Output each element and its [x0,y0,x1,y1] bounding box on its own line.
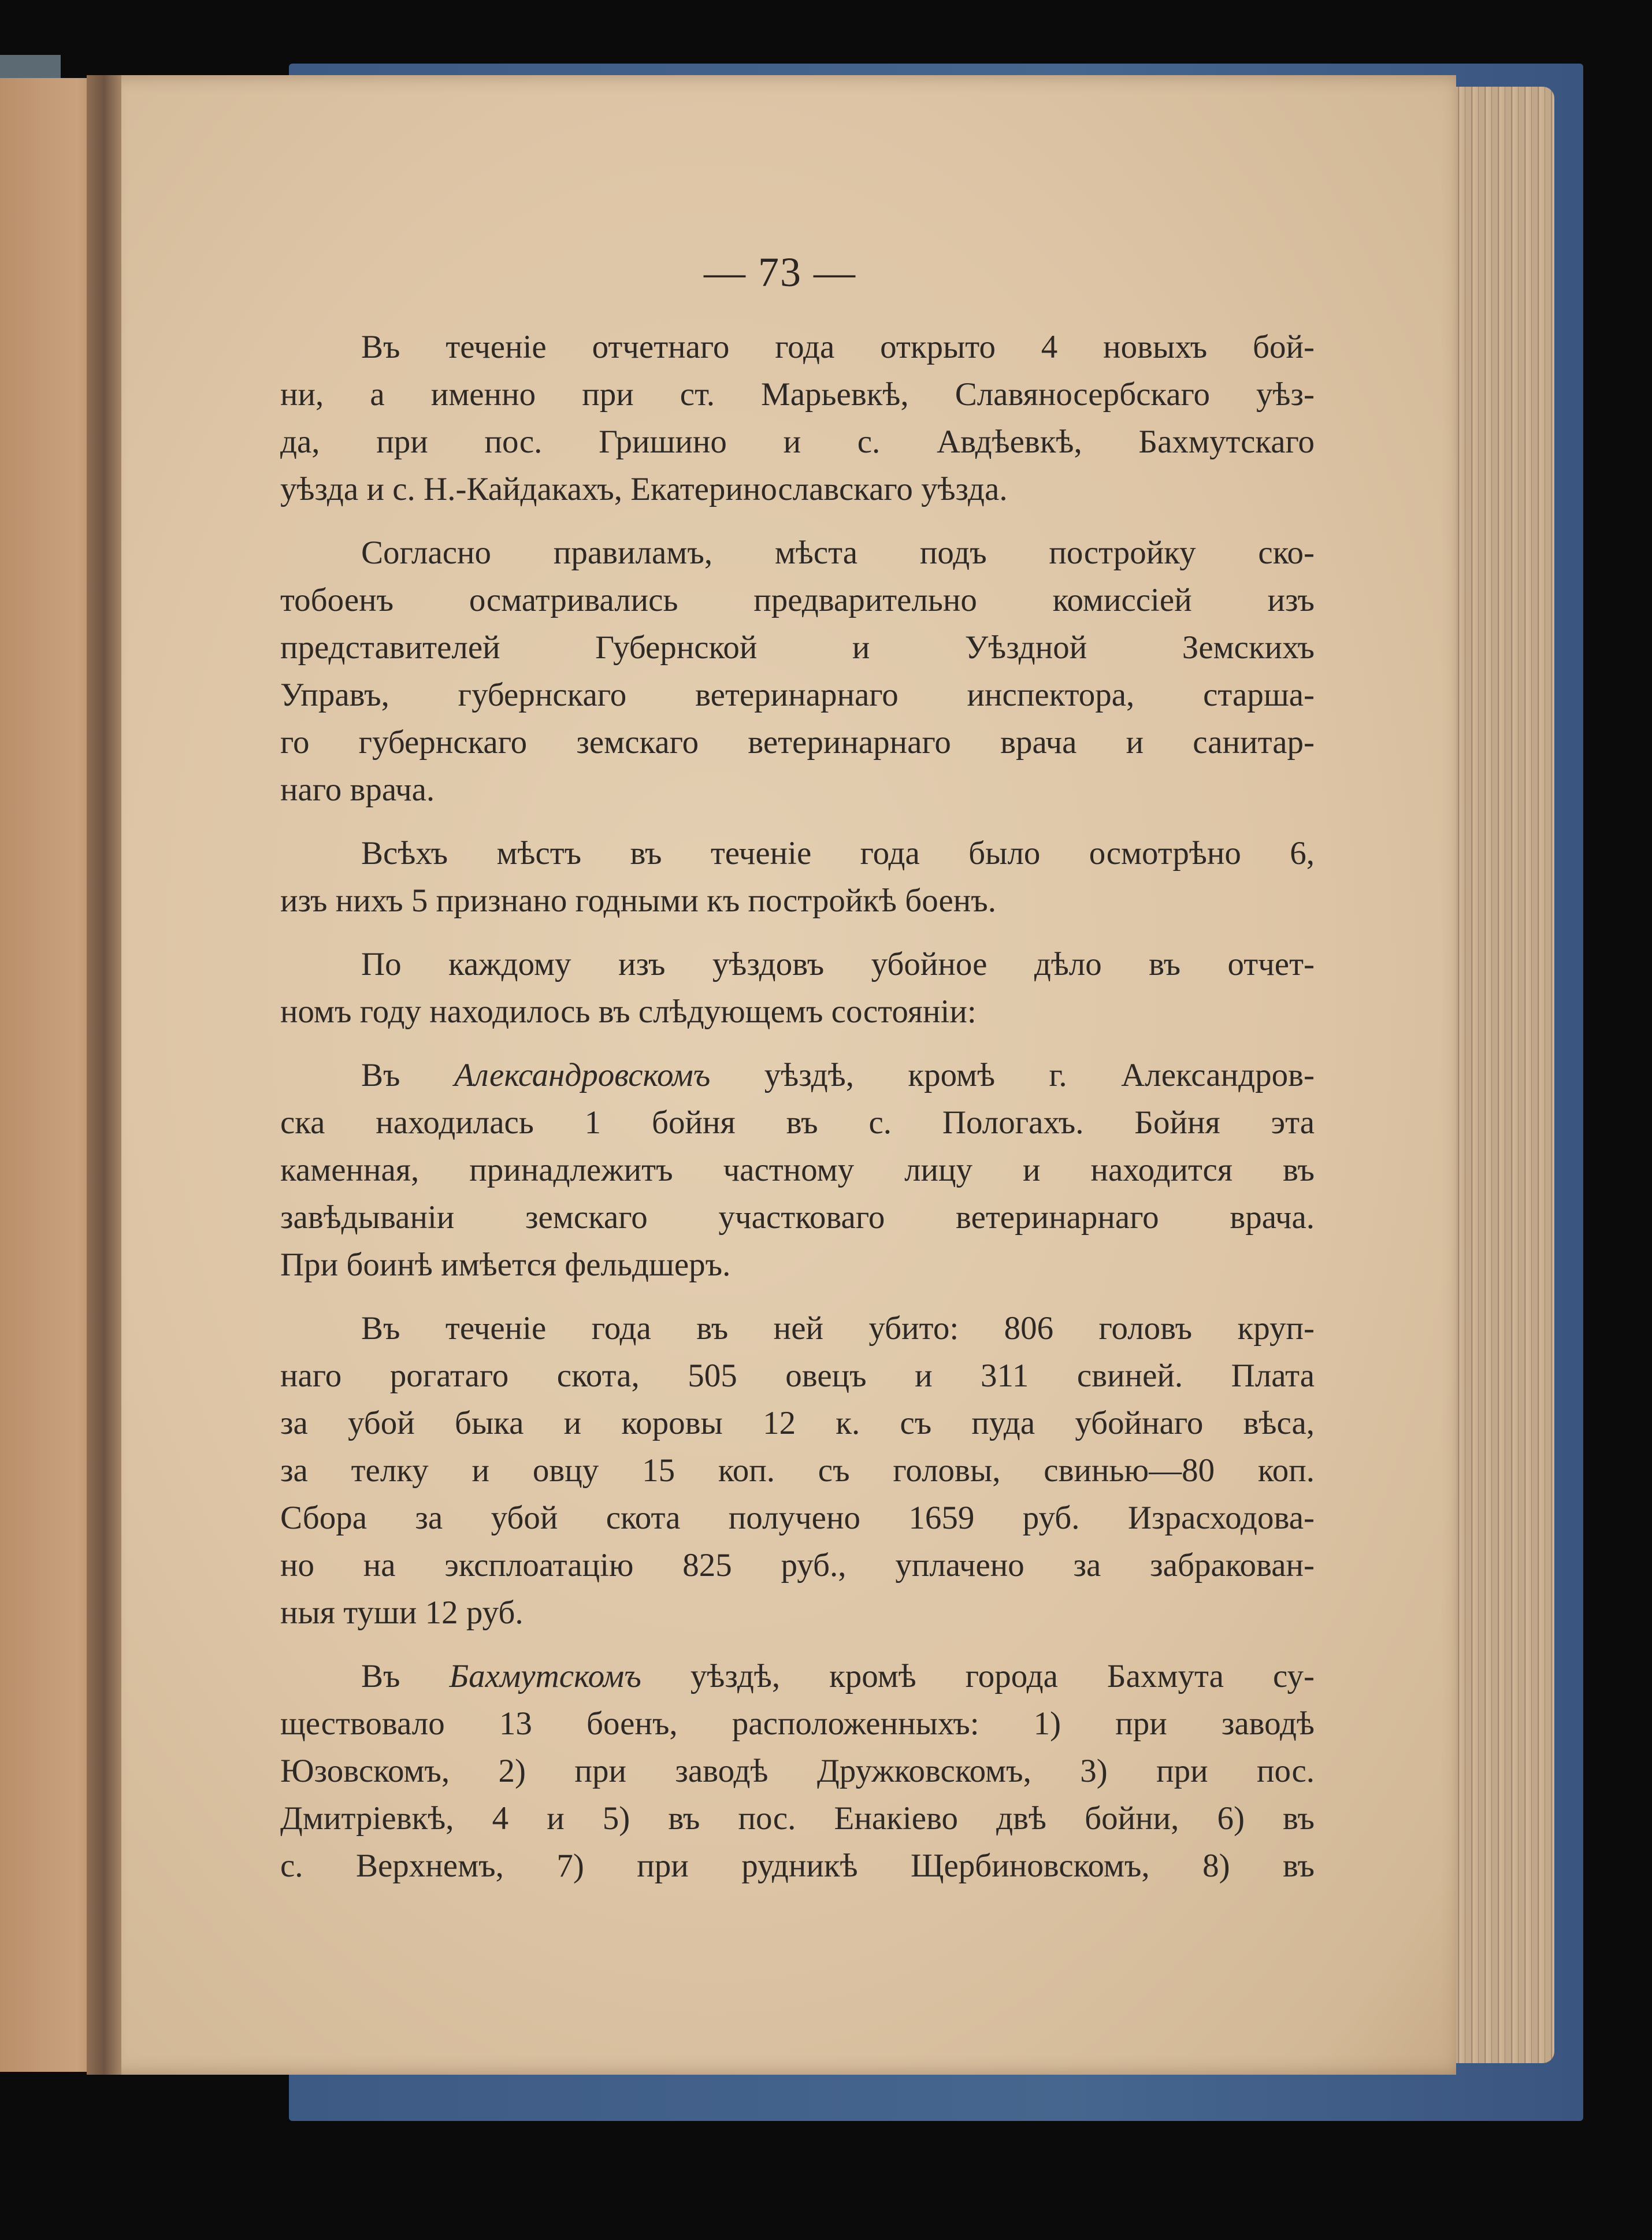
text-line: завѣдываніи земскаго участковаго ветеринарнаго врача. [280,1199,1315,1236]
text-line: за убой быка и коровы 12 к. съ пуда убойнаго вѣса, [280,1405,1315,1441]
text-line: го губернскаго земскаго ветеринарнаго врача и санитар- [280,724,1315,761]
text-line: Дмитріевкѣ, 4 и 5) въ пос. Енакіево двѣ бойни, 6) въ [280,1800,1315,1837]
text-line-with-district [280,1052,1315,1099]
text-line: Въ теченіе отчетнаго года открыто 4 новыхъ бой- [361,329,1315,365]
text-line: тобоенъ осматривались предварительно комиссіей изъ [280,582,1315,618]
text-line: Согласно правиламъ, мѣста подъ постройку ско- [361,535,1315,571]
text-fragment: уѣздѣ, кромѣ города Бахмута су- [641,1658,1315,1694]
text-line: Въ теченіе года въ ней убито: 806 головъ круп- [361,1310,1315,1347]
district-name: Бахмутскомъ [449,1658,641,1694]
page-number: — 73 — [704,249,856,295]
text-line: Сбора за убой скота получено 1659 руб. Израсходова- [280,1500,1315,1536]
text-line: изъ нихъ 5 признано годными къ постройкѣ боенъ. [280,882,996,919]
text-line: По каждому изъ уѣздовъ убойное дѣло въ отчет- [361,946,1315,982]
text-line: При боинѣ имѣется фельдшеръ. [280,1247,731,1283]
text-fragment: Въ [361,1057,454,1093]
book-page [104,75,1456,2075]
page-text [280,324,1315,1890]
text-line: ни, а именно при ст. Марьевкѣ, Славяносербскаго уѣз- [280,376,1315,413]
text-line: наго врача. [280,772,435,808]
text-fragment: уѣздѣ, кромѣ г. Александров- [710,1057,1315,1093]
page-gutter [87,75,121,2075]
text-line: ска находилась 1 бойня въ с. Пологахъ. Бойня эта [280,1104,1315,1141]
text-line: представителей Губернской и Уѣздной Земскихъ [280,629,1315,666]
text-line: но на эксплоатацію 825 руб., уплачено за забракован- [280,1547,1315,1583]
text-line: наго рогатаго скота, 505 овецъ и 311 свиней. Плата [280,1358,1315,1394]
text-line: Юзовскомъ, 2) при заводѣ Дружковскомъ, 3) при пос. [280,1753,1315,1789]
text-line: ществовало 13 боенъ, расположенныхъ: 1) при заводѣ [280,1705,1315,1742]
text-line: с. Верхнемъ, 7) при рудникѣ Щербиновскомъ, 8) въ [280,1848,1315,1884]
text-line: номъ году находилось въ слѣдующемъ состояніи: [280,993,977,1030]
page-block-edges [1439,87,1554,2063]
text-line: каменная, принадлежитъ частному лицу и находится въ [280,1152,1315,1188]
text-line: Всѣхъ мѣстъ въ теченіе года было осмотрѣно 6, [361,835,1315,871]
text-line: уѣзда и с. Н.-Кайдакахъ, Екатеринославскаго уѣзда. [280,471,1008,507]
text-line: да, при пос. Гришино и с. Авдѣевкѣ, Бахмутскаго [280,424,1315,460]
text-fragment: Въ [361,1658,450,1694]
text-line: Управъ, губернскаго ветеринарнаго инспектора, старша- [280,677,1315,713]
text-line-with-district [280,1653,1315,1700]
district-name: Александровскомъ [454,1057,711,1093]
text-line: ныя туши 12 руб. [280,1594,524,1631]
text-line: за телку и овцу 15 коп. съ головы, свинью—80 коп. [280,1452,1315,1489]
